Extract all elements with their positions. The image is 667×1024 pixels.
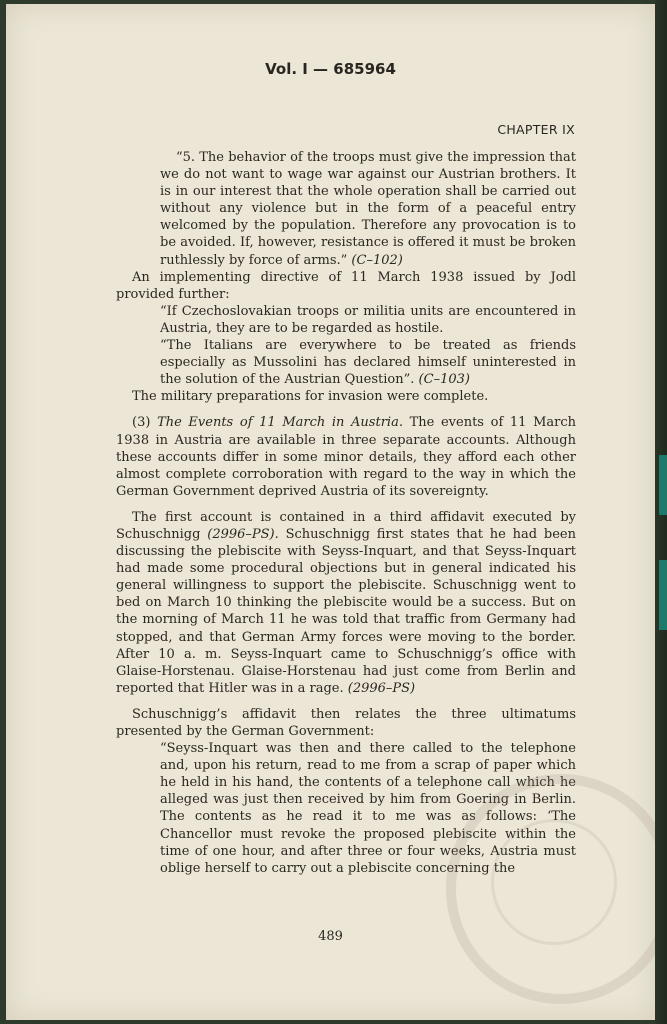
body-text — [116, 149, 576, 877]
section-number: (3) — [132, 415, 151, 431]
document-page — [6, 4, 655, 1020]
page-tab — [659, 455, 667, 515]
page-number: 489 — [318, 929, 343, 944]
quote-paragraph: “5. The behavior of the troops must give the impression that we do not want to wage war against our Austrian brothers. It is in our interest that the whole operation shall be carried out without any violence but in the form of a peaceful entry welcomed by the population. Therefore any provocation is to be avoided. If, however, resistance is offered it must be broken ruthlessly by force of arms.” (C–102) — [160, 150, 576, 268]
paragraph: Schuschnigg’s affidavit then relates the three ultimatums presented by the German Government: — [116, 706, 576, 739]
citation: (2996–PS) — [347, 680, 416, 696]
paragraph: An implementing directive of 11 March 1938 issued by Jodl provided further: — [116, 269, 576, 302]
section-paragraph: (3) The Events of 11 March in Austria. The events of 11 March 1938 in Austria are available in three separate accounts. Although these accounts differ in some minor details, they afford each other almost complete corroboration with regard to the way in which the German Government deprived Austria of its sovereignty. — [116, 415, 576, 499]
paragraph: The military preparations for invasion were complete. — [132, 389, 489, 405]
volume-header: Vol. I — 685964 — [265, 60, 396, 78]
section-heading: The Events of 11 March in Austria. — [157, 415, 403, 431]
page-tab — [659, 560, 667, 630]
citation: (C–103) — [418, 372, 470, 388]
paragraph: The first account is contained in a third affidavit executed by Schuschnigg (2996–PS). Schuschnigg first states that he had been discussing the plebiscite with Seyss-Inquart, and that Seyss-Inquart had made some procedural objections but in general indicated his general willingness to support the plebiscite. Schuschnigg went to bed on March 10 thinking the plebiscite would be a success. But on the morning of March 11 he was told that traffic from Germany had stopped, and that German Army forces were moving to the border. After 10 a. m. Seyss-Inquart came to Schuschnigg’s office with Glaise-Horstenau. Glaise-Horstenau had just come from Berlin and reported that Hitler was in a rage. (2996–PS) — [116, 509, 577, 696]
quote-paragraph: “If Czechoslovakian troops or militia units are encountered in Austria, they are to be regarded as hostile. — [160, 303, 576, 336]
quote-paragraph: “The Italians are everywhere to be treated as friends especially as Mussolini has declared himself uninterested in the solution of the Austrian Question”. (C–103) — [160, 338, 576, 388]
quote-paragraph: “Seyss-Inquart was then and there called to the telephone and, upon his return, read to me from a scrap of paper which he held in his hand, the contents of a telephone call which he alleged was just then received by him from Goering in Berlin. The contents as he read it to me was as follows: ‘The Chancellor must revoke the proposed plebiscite within the time of one hour, and after three or four weeks, Austria must oblige herself to carry out a plebiscite concerning the — [160, 741, 576, 876]
chapter-heading: CHAPTER IX — [497, 122, 575, 137]
citation: (2996–PS). — [207, 526, 279, 542]
citation: (C–102) — [351, 252, 403, 268]
